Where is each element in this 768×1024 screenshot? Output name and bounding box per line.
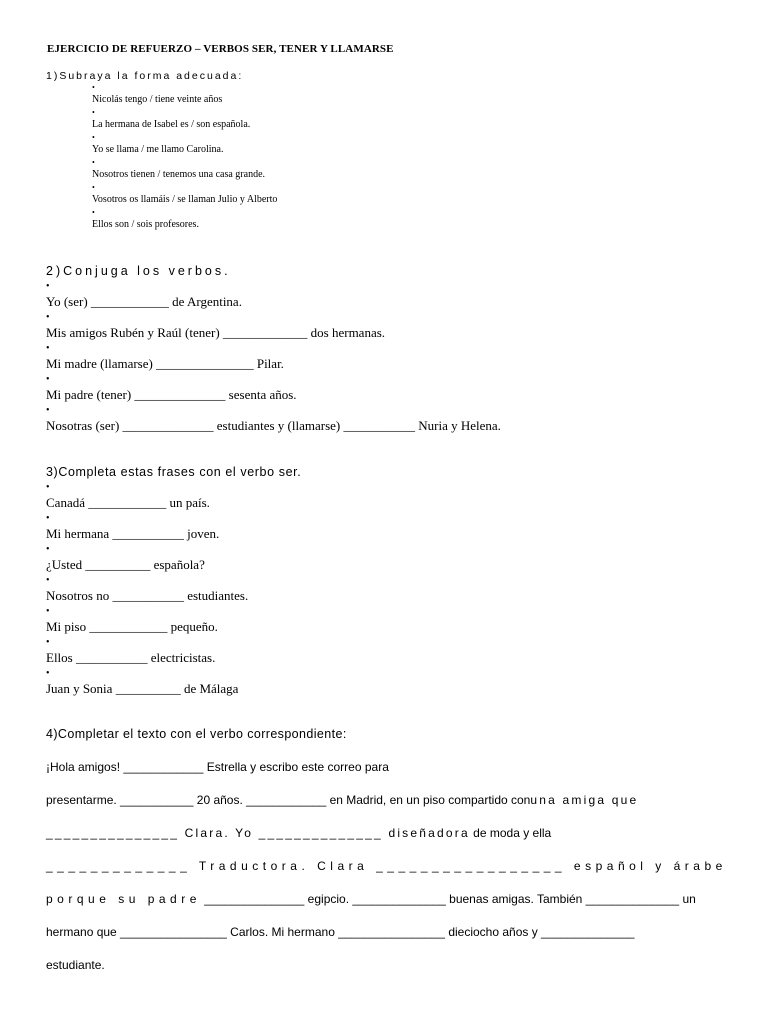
text-span: presentarme. ___________ 20 años. ____________ en Madrid, en un piso compartido con <box>46 793 531 807</box>
list-item <box>46 576 248 607</box>
bullet: • <box>46 374 50 385</box>
list-item <box>92 159 277 184</box>
list-item <box>46 545 248 576</box>
text-line: ¡Hola amigos! ____________ Estrella y escribo este correo para <box>46 760 389 774</box>
bullet: • <box>46 405 50 416</box>
text-span: de moda y ella <box>469 826 552 840</box>
bullet: • <box>92 133 95 142</box>
text-line: hermano que ________________ Carlos. Mi hermano ________________ dieciocho años y ______________ <box>46 925 635 939</box>
section-3-list <box>46 483 248 700</box>
exercise-sentence: Ellos ___________ electricistas. <box>46 650 216 665</box>
bullet: • <box>92 83 95 92</box>
list-item <box>46 483 248 514</box>
text-span: una amiga que <box>530 793 639 807</box>
text-line <box>46 892 726 925</box>
bullet: • <box>46 575 50 586</box>
exercise-sentence: Canadá ____________ un país. <box>46 495 210 510</box>
bullet: • <box>46 312 50 323</box>
list-item <box>92 184 277 209</box>
bullet: • <box>92 108 95 117</box>
list-item <box>46 607 248 638</box>
exercise-sentence: Mi hermana ___________ joven. <box>46 526 220 541</box>
list-item <box>46 282 501 313</box>
section-4-heading: 4)Completar el texto con el verbo correspondiente: <box>46 727 347 741</box>
section-1-heading: 1)Subraya la forma adecuada: <box>46 70 244 82</box>
list-item <box>46 669 248 700</box>
bullet: • <box>92 183 95 192</box>
list-item <box>46 375 501 406</box>
text-span: _______________ egipcio. ______________ buenas amigas. También ______________ un <box>200 892 696 906</box>
exercise-sentence: Yo se llama / me llamo Carolina. <box>92 144 224 155</box>
list-item <box>92 84 277 109</box>
list-item <box>46 344 501 375</box>
list-item <box>46 313 501 344</box>
worksheet-title: EJERCICIO DE REFUERZO – VERBOS SER, TENER Y LLAMARSE <box>47 43 394 55</box>
section-3-heading: 3)Completa estas frases con el verbo ser. <box>46 465 302 479</box>
exercise-sentence: La hermana de Isabel es / son española. <box>92 119 251 130</box>
exercise-sentence: Juan y Sonia __________ de Málaga <box>46 681 239 696</box>
bullet: • <box>46 606 50 617</box>
bullet: • <box>92 208 95 217</box>
list-item <box>46 638 248 669</box>
section-2-heading: 2)Conjuga los verbos. <box>46 264 231 278</box>
exercise-sentence: Nosotros tienen / tenemos una casa grande. <box>92 169 266 180</box>
exercise-sentence: Nosotras (ser) ______________ estudiantes y (llamarse) ___________ Nuria y Helena. <box>46 418 501 433</box>
bullet: • <box>46 513 50 524</box>
exercise-sentence: ¿Usted __________ española? <box>46 557 205 572</box>
exercise-sentence: Mi padre (tener) ______________ sesenta años. <box>46 387 297 402</box>
text-line: _____________ Traductora. Clara _________________ español y árabe <box>46 859 727 873</box>
exercise-sentence: Mi piso ____________ pequeño. <box>46 619 218 634</box>
text-line <box>46 793 726 826</box>
section-1-list <box>92 84 277 234</box>
exercise-sentence: Nosotros no ___________ estudiantes. <box>46 588 249 603</box>
bullet: • <box>46 637 50 648</box>
section-2-list <box>46 282 501 437</box>
exercise-sentence: Mis amigos Rubén y Raúl (tener) _____________ dos hermanas. <box>46 325 386 340</box>
text-span: porque su padre <box>46 892 201 906</box>
bullet: • <box>46 668 50 679</box>
list-item <box>92 209 277 234</box>
bullet: • <box>46 343 50 354</box>
list-item <box>92 134 277 159</box>
exercise-sentence: Vosotros os llamáis / se llaman Julio y Alberto <box>92 194 278 205</box>
list-item <box>92 109 277 134</box>
bullet: • <box>92 158 95 167</box>
exercise-sentence: Mi madre (llamarse) _______________ Pilar. <box>46 356 284 371</box>
text-span: _______________ Clara. Yo ______________ diseñadora <box>46 826 470 840</box>
exercise-sentence: Nicolás tengo / tiene veinte años <box>92 94 223 105</box>
list-item <box>46 406 501 437</box>
list-item <box>46 514 248 545</box>
bullet: • <box>46 482 50 493</box>
exercise-sentence: Yo (ser) ____________ de Argentina. <box>46 294 242 309</box>
text-line <box>46 826 726 859</box>
bullet: • <box>46 544 50 555</box>
bullet: • <box>46 281 50 292</box>
exercise-sentence: Ellos son / sois profesores. <box>92 219 199 230</box>
section-4-text <box>46 760 726 991</box>
text-line: estudiante. <box>46 958 105 972</box>
